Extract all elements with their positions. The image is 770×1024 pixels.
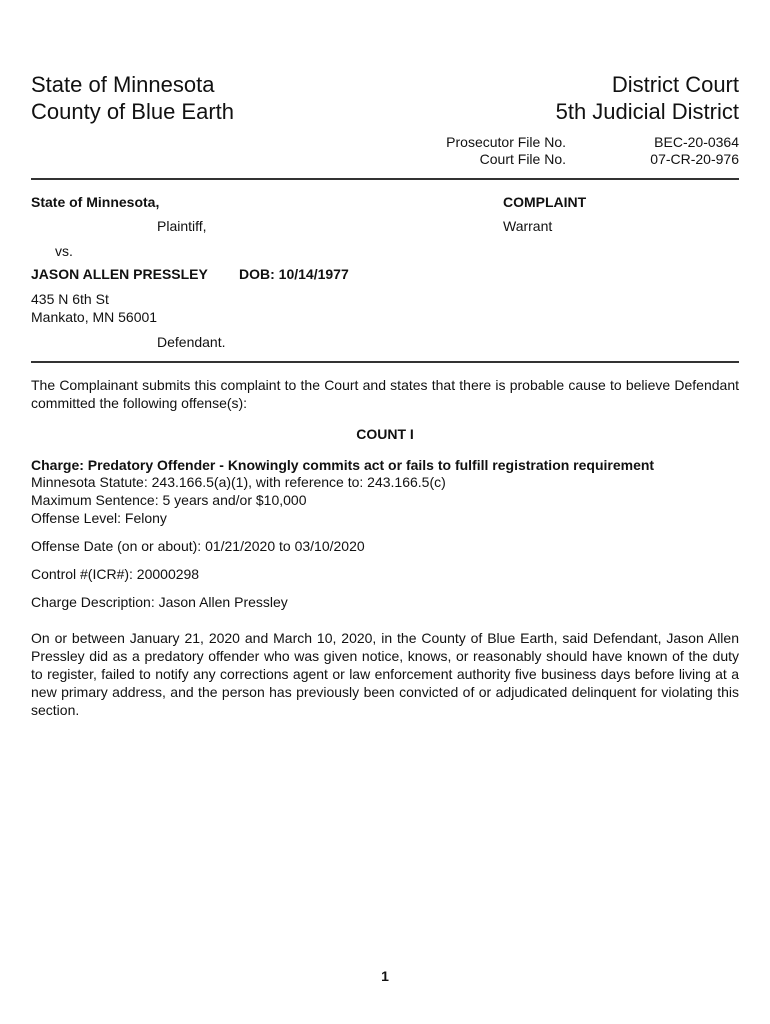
page-number: 1 xyxy=(381,968,389,984)
count-title: COUNT I xyxy=(356,426,414,442)
prosecutor-file-label: Prosecutor File No. xyxy=(446,134,566,150)
defendant-address-line1: 435 N 6th St xyxy=(31,291,109,307)
defendant-address-line2: Mankato, MN 56001 xyxy=(31,309,158,325)
statute-line: Minnesota Statute: 243.166.5(a)(1), with reference to: 243.166.5(c) xyxy=(31,474,446,490)
charge-line: Charge: Predatory Offender - Knowingly commits act or fails to fulfill registration requirement xyxy=(31,457,655,473)
header-county: County of Blue Earth xyxy=(31,99,235,124)
charge-description-line: Charge Description: Jason Allen Pressley xyxy=(31,594,288,610)
court-file-label: Court File No. xyxy=(479,151,566,167)
document-subtype: Warrant xyxy=(503,218,553,234)
header-district: 5th Judicial District xyxy=(555,99,739,124)
plaintiff-name: State of Minnesota, xyxy=(31,194,160,210)
document-type: COMPLAINT xyxy=(503,194,587,210)
offense-date-line: Offense Date (on or about): 01/21/2020 to 03/10/2020 xyxy=(31,538,365,554)
header-state: State of Minnesota xyxy=(31,72,215,97)
prosecutor-file-value: BEC-20-0364 xyxy=(654,134,739,150)
defendant-name: JASON ALLEN PRESSLEY xyxy=(31,266,208,282)
court-file-value: 07-CR-20-976 xyxy=(650,151,739,167)
header-court: District Court xyxy=(611,72,739,97)
defendant-dob: DOB: 10/14/1977 xyxy=(239,266,349,282)
versus-label: vs. xyxy=(55,243,73,259)
narrative-paragraph: On or between January 21, 2020 and March 10, 2020, in the County of Blue Earth, said Defendant, Jason Allen Pressley did as a predatory offender who was given notice, knows, or reasonably should have known of the duty to register, failed to notify any corrections agent or law enforcement authority five business days before living at a new primary address, and the person has previously been convicted of or adjudicated delinquent for violating this section. xyxy=(31,630,739,718)
defendant-role: Defendant. xyxy=(157,334,226,350)
plaintiff-role: Plaintiff, xyxy=(157,218,207,234)
intro-paragraph: The Complainant submits this complaint to the Court and states that there is probable cause to believe Defendant committed the following offense(s): xyxy=(31,377,739,411)
offense-level-line: Offense Level: Felony xyxy=(31,510,167,526)
header-divider xyxy=(31,178,739,180)
control-number-line: Control #(ICR#): 20000298 xyxy=(31,566,200,582)
max-sentence-line: Maximum Sentence: 5 years and/or $10,000 xyxy=(31,492,307,508)
caption-divider xyxy=(31,361,739,363)
